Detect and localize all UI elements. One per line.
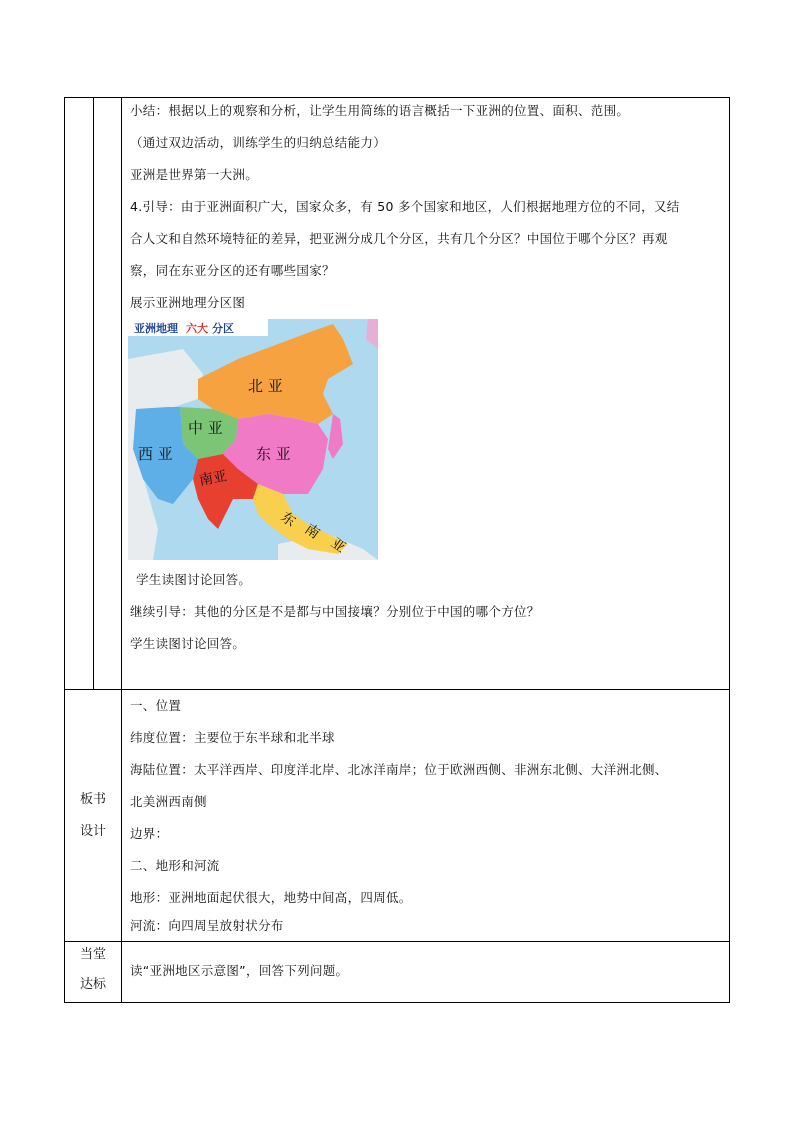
board-line-3: 海陆位置：太平洋西岸、印度洋北岸、北冰洋南岸；位于欧洲西侧、非洲东北侧、大洋洲北侧、 — [130, 762, 668, 777]
map-title-part-3: 分区 — [212, 322, 234, 335]
board-line-7: 地形：亚洲地面起伏很大，地势中间高，四周低。 — [130, 890, 412, 905]
activity-note: （通过双边活动，训练学生的归纳总结能力） — [130, 135, 387, 150]
label-central-asia: 中 亚 — [188, 419, 223, 437]
label-south-asia: 南亚 — [197, 468, 229, 489]
student-response-2: 学生读图讨论回答。 — [130, 636, 246, 651]
table-bottom-border — [64, 1002, 730, 1003]
student-response-1: 学生读图讨论回答。 — [136, 572, 252, 587]
inner-divider-2 — [121, 97, 122, 1003]
guide-paragraph-line-2: 合人文和自然环境特征的差异，把亚洲分成几个分区，共有几个分区？中国位于哪个分区？再观 — [130, 231, 668, 246]
largest-continent-statement: 亚洲是世界第一大洲。 — [130, 167, 259, 182]
board-design-label-line-1: 板书 — [79, 792, 106, 807]
class-check-label-line-2: 达标 — [79, 977, 106, 992]
table-left-border — [64, 97, 65, 1003]
map-caption: 展示亚洲地理分区图 — [130, 295, 246, 310]
label-southeast-asia-2: 南 — [301, 521, 323, 543]
board-line-6: 二、地形和河流 — [130, 858, 220, 873]
inner-divider-1 — [93, 97, 94, 689]
summary-paragraph: 小结：根据以上的观察和分析，让学生用简练的语言概括一下亚洲的位置、面积、范围。 — [130, 103, 630, 118]
map-title-part-1: 亚洲地理 — [134, 322, 178, 335]
board-line-1: 一、位置 — [130, 698, 182, 713]
board-line-5: 边界： — [130, 826, 169, 841]
board-line-2: 纬度位置：主要位于东半球和北半球 — [130, 730, 335, 745]
table-right-border — [729, 97, 730, 1003]
label-southeast-asia-3: 亚 — [327, 535, 349, 557]
label-east-asia: 东 亚 — [256, 445, 291, 463]
guide-paragraph-line-3: 察，同在东亚分区的还有哪些国家？ — [130, 263, 335, 278]
board-design-label-line-2: 设计 — [79, 824, 106, 839]
board-line-4: 北美洲西南侧 — [130, 794, 207, 809]
row-divider-2 — [64, 941, 730, 942]
table-top-border — [64, 97, 730, 98]
class-check-question: 读“亚洲地区示意图”，回答下列问题。 — [130, 963, 349, 978]
label-west-asia: 西 亚 — [138, 445, 173, 463]
guide-paragraph-line-1: 4.引导：由于亚洲面积广大，国家众多，有 50 多个国家和地区，人们根据地理方位的不同，又结 — [130, 199, 680, 214]
class-check-label-line-1: 当堂 — [79, 947, 106, 962]
asia-regions-map — [128, 319, 378, 560]
label-north-asia: 北 亚 — [248, 377, 283, 395]
row-divider-1 — [64, 689, 730, 690]
continue-guide: 继续引导：其他的分区是不是都与中国接壤？分别位于中国的哪个方位？ — [130, 604, 540, 619]
label-southeast-asia-1: 东 — [277, 509, 299, 531]
board-line-8: 河流：向四周呈放射状分布 — [130, 918, 284, 933]
map-title-part-2: 六大 — [186, 322, 208, 335]
